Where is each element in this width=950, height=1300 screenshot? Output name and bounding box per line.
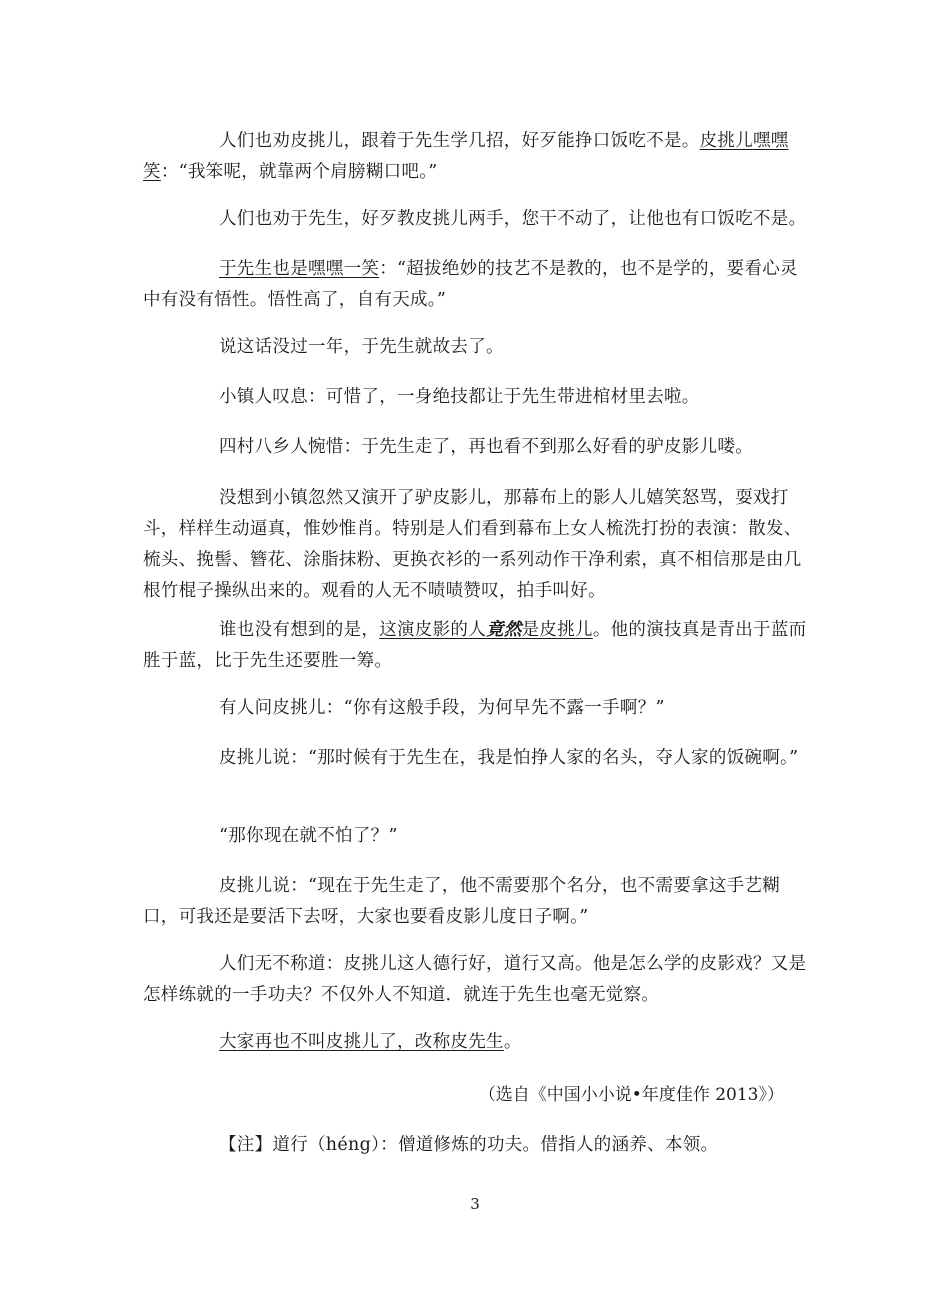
paragraph-10 [143, 743, 808, 774]
paragraph-text: 小镇人叹息：可惜了，一身绝技都让于先生带进棺材里去啦。 [219, 387, 700, 407]
paragraph-text: 。 [503, 1032, 522, 1052]
paragraph-6 [143, 432, 808, 463]
paragraph-14 [143, 1027, 808, 1058]
paragraph-text: “那你现在就不怕了？” [219, 826, 398, 846]
paragraph-text: 。他的演技真是青出于蓝而胜于蓝，比于先生还要胜一筹。 [143, 620, 807, 671]
paragraph-text: 人们无不称道：皮挑儿这人德行好，道行又高。他是怎么学的皮影戏？又是怎样练就的一手功夫？不仅外人不知道．就连于先生也毫无觉察。 [143, 954, 807, 1005]
underlined-phrase: 这演皮影的人 [379, 620, 487, 640]
source-citation: （选自《中国小小说•年度佳作 2013》） [478, 1085, 784, 1105]
paragraph-text: 有人问皮挑儿：“你有这般手段，为何早先不露一手啊？” [219, 698, 665, 718]
paragraph-4 [143, 332, 808, 363]
footnote [219, 1130, 819, 1161]
paragraph-7 [143, 483, 808, 607]
paragraph-text: ：“超拔绝妙的技艺不是教的，也不是学的，要看心灵中有没有悟性。悟性高了，自有天成。” [143, 259, 798, 310]
underlined-phrase: 皮挑儿嘿嘿笑 [143, 131, 789, 182]
paragraph-3 [143, 254, 808, 316]
paragraph-text: 皮挑儿说：“那时候有于先生在，我是怕挣人家的名头，夺人家的饭碗啊。” [219, 748, 799, 768]
paragraph-1 [143, 126, 808, 188]
paragraph-text: 四村八乡人惋惜：于先生走了，再也看不到那么好看的驴皮影儿喽。 [219, 437, 753, 457]
paragraph-2 [143, 204, 808, 235]
paragraph-text: 说这话没过一年，于先生就故去了。 [219, 337, 504, 357]
paragraph-text: 人们也劝皮挑儿，跟着于先生学几招，好歹能挣口饭吃不是。 [219, 131, 700, 151]
paragraph-12 [143, 871, 808, 933]
paragraph-text: 谁也没有想到的是， [219, 620, 380, 640]
paragraph-8 [143, 615, 808, 677]
paragraph-text: ：“我笨呢，就靠两个肩膀糊口吧。” [160, 162, 438, 182]
underlined-phrase: 是皮挑儿 [521, 620, 593, 640]
paragraph-11 [143, 821, 808, 852]
paragraph-text: 人们也劝于先生，好歹教皮挑儿两手，您干不动了，让他也有口饭吃不是。 [219, 209, 807, 229]
paragraph-9 [143, 693, 808, 724]
paragraph-13 [143, 949, 808, 1011]
paragraph-text: 皮挑儿说：“现在于先生走了，他不需要那个名分，也不需要拿这手艺糊口，可我还是要活下去呀，大家也要看皮影儿度日子啊。” [143, 876, 781, 927]
underlined-phrase: 大家再也不叫皮挑儿了，改称皮先生 [219, 1032, 504, 1052]
emphasized-word: 竟然 [486, 620, 522, 640]
paragraph-text: 没想到小镇忽然又演开了驴皮影儿，那幕布上的影人儿嬉笑怒骂，耍戏打斗，样样生动逼真，惟妙惟肖。特别是人们看到幕布上女人梳洗打扮的表演：散发、梳头、挽髻、簪花、涂脂抹粉、更换衣衫的一系列动作干净利索，真不相信那是由几根竹棍子操纵出来的。观看的人无不啧啧赞叹，拍手叫好。 [143, 488, 802, 601]
underlined-phrase: 于先生也是嘿嘿一笑 [219, 259, 380, 279]
page-number: 3 [470, 1195, 480, 1213]
paragraph-5 [143, 382, 808, 413]
footnote-text: 【注】道行（héng）：僧道修炼的功夫。借指人的涵养、本领。 [219, 1135, 719, 1155]
